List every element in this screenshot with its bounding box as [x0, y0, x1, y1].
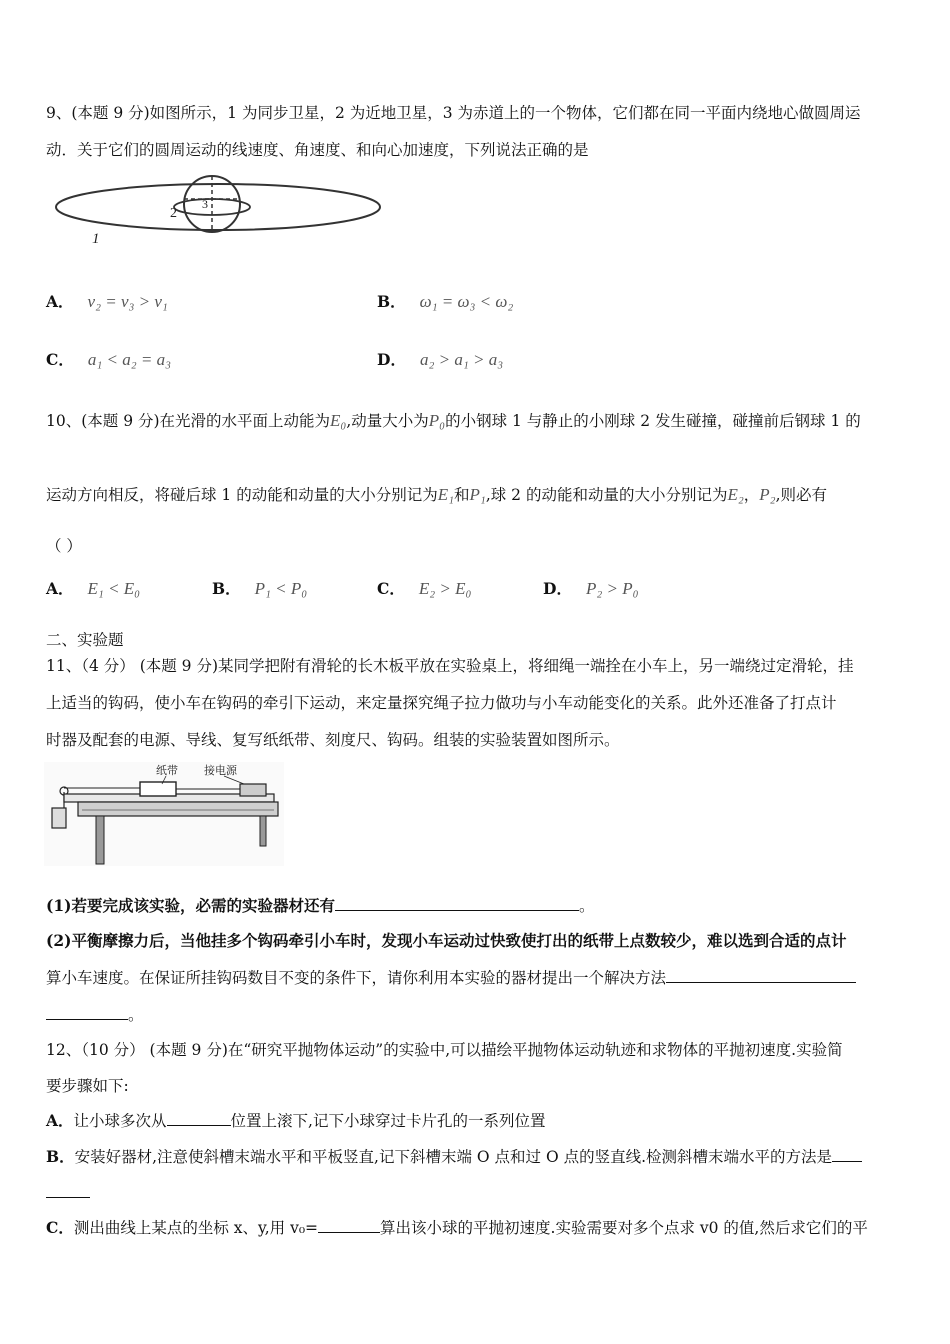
apparatus-figure: [44, 762, 284, 866]
answer-blank[interactable]: [46, 1183, 90, 1198]
q12-step-b: B．安装好器材,注意使斜槽末端水平和平板竖直,记下斜槽末端 O 点和过 O 点的竖直线.检测斜槽末端水平的方法是: [46, 1146, 862, 1168]
q11-line3: 时器及配套的电源、导线、复写纸纸带、刻度尺、钩码。组装的实验装置如图所示。: [46, 731, 620, 749]
q12-line2: 要步骤如下:: [46, 1077, 129, 1095]
p2-symbol: P₂: [759, 485, 776, 504]
cart: [140, 782, 176, 796]
table-top: [78, 802, 278, 816]
q12-line1: 12、（10 分） (本题 9 分)在“研究平抛物体运动”的实验中,可以描绘平抛物体运动轨迹和求物体的平抛初速度.实验简: [46, 1041, 843, 1059]
q10-paren: （ ）: [46, 537, 82, 555]
answer-blank[interactable]: [167, 1111, 231, 1126]
answer-blank[interactable]: [666, 968, 856, 983]
option-math: E₁ < E₀: [87, 579, 141, 598]
q11-line1: 11、（4 分） (本题 9 分)某同学把附有滑轮的长木板平放在实验桌上，将细绳一端拴在小车上，另一端绕过定滑轮，挂: [46, 657, 854, 675]
q12-step-b-cont: [46, 1182, 90, 1204]
q10-line2: 运动方向相反，将碰后球 1 的动能和动量的大小分别记为E₁和P₁,球 2 的动能和动量的大小分别记为E₂，P₂,则必有: [46, 485, 828, 504]
e1-symbol: E₁: [437, 485, 455, 504]
answer-blank[interactable]: [318, 1218, 380, 1233]
q10-option-c[interactable]: [377, 577, 471, 599]
q11-sub2-line1: (2)平衡摩擦力后，当他挂多个钩码牵引小车时，发现小车运动过快致使打出的纸带上点数较少，难以选到合适的点计: [46, 931, 847, 950]
q12-step-c: C．测出曲线上某点的坐标 x、y,用 v₀= 算出该小球的平抛初速度.实验需要对多个点求 v0 的值,然后求它们的平: [46, 1218, 868, 1237]
hook-weight: [52, 808, 66, 828]
q9-option-d[interactable]: [377, 348, 503, 370]
option-label: D．: [377, 350, 406, 369]
q9-option-b[interactable]: [377, 290, 513, 312]
label-power: 接电源: [204, 765, 237, 777]
answer-blank[interactable]: [46, 1005, 128, 1020]
label-3: 3: [202, 197, 208, 211]
orbit-1-ellipse: [56, 184, 380, 230]
q10-option-b[interactable]: [212, 577, 307, 599]
option-math: E₂ > E₀: [418, 579, 472, 598]
table-leg-left: [96, 816, 104, 864]
q11-line2: 上适当的钩码，使小车在钩码的牵引下运动，来定量探究绳子拉力做功与小车动能变化的关系。此外还准备了打点计: [46, 694, 837, 712]
label-2: 2: [170, 206, 177, 221]
option-math: P₂ > P₀: [585, 579, 639, 598]
option-label: C．: [46, 350, 74, 369]
q10-option-a[interactable]: [46, 577, 140, 599]
p1-symbol: P₁: [469, 485, 486, 504]
option-label: B．: [212, 579, 241, 598]
q12-step-a: A．让小球多次从 位置上滚下,记下小球穿过卡片孔的一系列位置: [46, 1111, 546, 1130]
q10-option-d[interactable]: [543, 577, 639, 599]
q9-option-c[interactable]: [46, 348, 171, 370]
table-leg-right: [260, 816, 266, 846]
q9-line2: 动．关于它们的圆周运动的线速度、角速度、和向心加速度，下列说法正确的是: [46, 141, 589, 159]
answer-blank[interactable]: [832, 1147, 862, 1162]
p0-symbol: P₀: [428, 411, 446, 430]
q11-sub2-line2: 算小车速度。在保证所挂钩码数目不变的条件下，请你利用本实验的器材提出一个解决方法: [46, 967, 856, 989]
q10-line1: 10、(本题 9 分)在光滑的水平面上动能为E₀,动量大小为P₀的小钢球 1 与静止的小刚球 2 发生碰撞，碰撞前后钢球 1 的: [46, 411, 861, 430]
answer-blank[interactable]: [335, 896, 579, 911]
option-label: C．: [377, 579, 405, 598]
q9-option-a[interactable]: [46, 290, 168, 312]
e0-symbol: E₀: [330, 411, 347, 430]
option-label: B．: [377, 292, 406, 311]
section-title: 二、实验题: [46, 631, 124, 649]
orbit-figure: [50, 170, 390, 250]
option-label: D．: [543, 579, 572, 598]
e2-symbol: E₂: [727, 485, 744, 504]
option-math: P₁ < P₀: [254, 579, 308, 598]
option-math: a₂ > a₁ > a₃: [419, 350, 504, 369]
label-paper-tape: 纸带: [156, 765, 178, 777]
option-label: A．: [46, 579, 74, 598]
option-math: ω₁ = ω₃ < ω₂: [419, 292, 514, 311]
q11-sub1: (1)若要完成该实验，必需的实验器材还有 。: [46, 896, 595, 915]
timer: [240, 784, 266, 796]
q11-sub2-line3: 。: [46, 1004, 144, 1026]
option-label: A．: [46, 292, 74, 311]
q9-line1: 9、(本题 9 分)如图所示，1 为同步卫星，2 为近地卫星，3 为赤道上的一个物体，它们都在同一平面内绕地心做圆周运: [46, 104, 861, 122]
option-math: v₂ = v₃ > v₁: [87, 292, 168, 311]
label-1: 1: [92, 231, 100, 247]
option-math: a₁ < a₂ = a₃: [87, 350, 172, 369]
